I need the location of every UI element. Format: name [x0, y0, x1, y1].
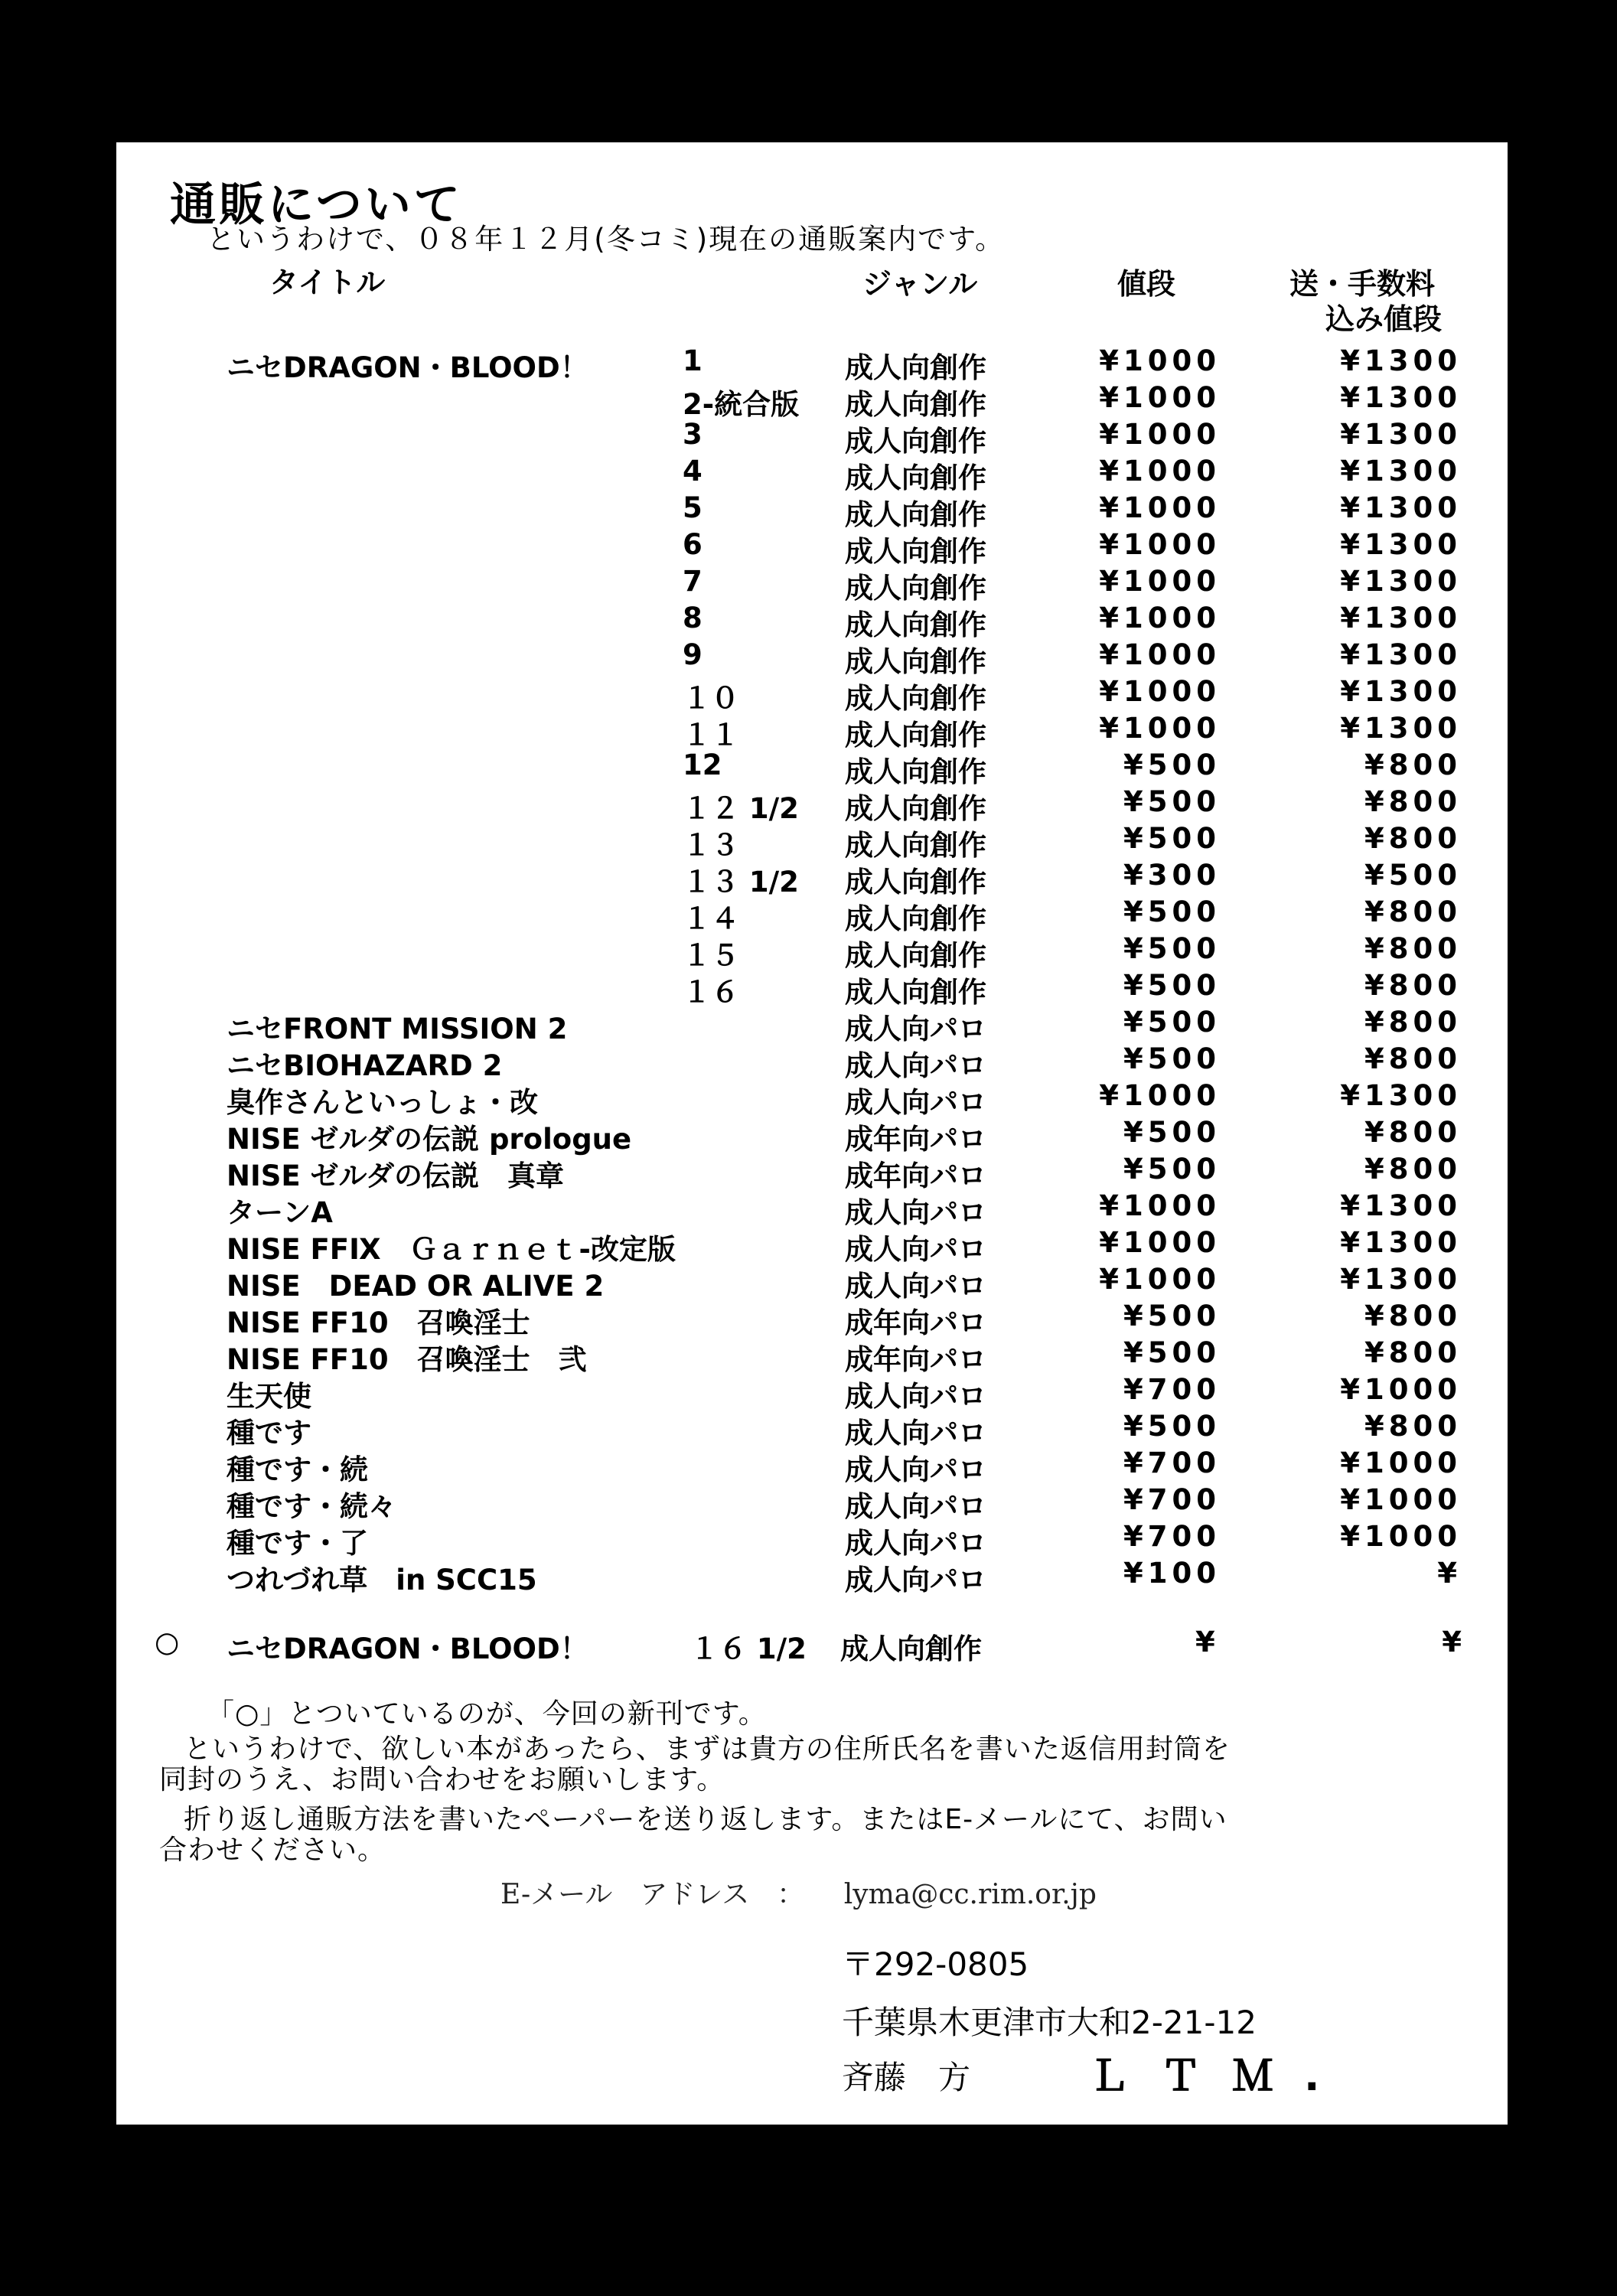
table-row: [116, 1263, 1508, 1303]
row-price: ¥100: [1123, 1557, 1221, 1590]
new-price: ¥: [1195, 1626, 1215, 1658]
order-sheet: [116, 142, 1508, 2125]
table-row: [116, 675, 1508, 715]
row-shipping-price: ¥1300: [1340, 455, 1462, 488]
row-shipping-price: ¥1000: [1340, 1520, 1462, 1553]
row-price: ¥500: [1123, 1336, 1221, 1369]
row-volume: 8: [683, 602, 703, 634]
row-shipping-price: ¥800: [1364, 748, 1462, 781]
row-genre: 成人向創作: [845, 645, 986, 678]
row-price: ¥1000: [1099, 602, 1221, 634]
row-genre: 成人向創作: [845, 902, 986, 935]
new-shipping-price: ¥: [1442, 1626, 1462, 1658]
row-volume: １０: [683, 682, 739, 715]
row-shipping-price: ¥1300: [1340, 491, 1462, 524]
row-price: ¥1000: [1099, 381, 1221, 414]
row-volume: １６: [683, 976, 739, 1009]
row-title: NISE ゼルダの伝説 prologue: [227, 1123, 632, 1156]
row-title: ニセFRONT MISSION 2: [227, 1013, 568, 1045]
row-title: ニセBIOHAZARD 2: [227, 1049, 503, 1082]
row-price: ¥700: [1123, 1520, 1221, 1553]
row-volume: 5: [683, 491, 703, 524]
row-shipping-price: ¥1300: [1340, 528, 1462, 561]
row-title: つれづれ草 in SCC15: [227, 1564, 537, 1596]
row-genre: 成人向パロ: [845, 1086, 986, 1119]
new-volume: １６ 1/2: [690, 1632, 807, 1665]
row-price: ¥1000: [1099, 455, 1221, 488]
row-title: 種です: [227, 1417, 311, 1450]
row-price: ¥1000: [1099, 1189, 1221, 1222]
row-price: ¥1000: [1099, 1226, 1221, 1259]
row-shipping-price: ¥1300: [1340, 344, 1462, 377]
row-volume: 7: [683, 565, 703, 598]
header-title: タイトル: [269, 266, 386, 299]
row-price: ¥1000: [1099, 565, 1221, 598]
row-volume: １３: [683, 829, 739, 862]
row-shipping-price: ¥1300: [1340, 602, 1462, 634]
row-title: ターンA: [227, 1196, 333, 1229]
row-title: 種です・了: [227, 1527, 368, 1560]
row-genre: 成年向パロ: [845, 1306, 986, 1339]
row-shipping-price: ¥800: [1364, 1153, 1462, 1186]
row-volume: 3: [683, 418, 703, 451]
row-price: ¥700: [1123, 1373, 1221, 1406]
row-shipping-price: ¥1000: [1340, 1483, 1462, 1516]
row-shipping-price: ¥1300: [1340, 565, 1462, 598]
row-price: ¥500: [1123, 1153, 1221, 1186]
row-shipping-price: ¥1300: [1340, 418, 1462, 451]
row-volume: 6: [683, 528, 703, 561]
new-mark-icon: ○: [155, 1626, 180, 1658]
row-price: ¥500: [1123, 1116, 1221, 1149]
row-genre: 成人向創作: [845, 976, 986, 1009]
row-genre: 成人向パロ: [845, 1527, 986, 1560]
row-volume: 9: [683, 638, 703, 671]
table-row: [116, 418, 1508, 458]
row-genre: 成人向パロ: [845, 1196, 986, 1229]
table-row: [116, 895, 1508, 935]
header-shipping-sub: 込み値段: [1325, 302, 1443, 336]
row-price: ¥1000: [1099, 1079, 1221, 1112]
row-genre: 成人向パロ: [845, 1380, 986, 1413]
postal-address: 千葉県木更津市大和2-21-12: [842, 2004, 1257, 2041]
table-row: [116, 1006, 1508, 1045]
row-price: ¥500: [1123, 895, 1221, 928]
table-row: [116, 1410, 1508, 1450]
email-line: [500, 1881, 1097, 1909]
row-genre: 成人向創作: [845, 792, 986, 825]
row-volume: １５: [683, 939, 739, 972]
row-genre: 成人向創作: [845, 829, 986, 862]
note-line: というわけで、欲しい本があったら、まずは貴方の住所氏名を書いた返信用封筒を: [184, 1733, 1231, 1765]
row-genre: 成年向パロ: [845, 1123, 986, 1156]
row-title: NISE DEAD OR ALIVE 2: [227, 1270, 605, 1303]
row-genre: 成人向パロ: [845, 1417, 986, 1450]
row-shipping-price: ¥1300: [1340, 1226, 1462, 1259]
table-row: [116, 638, 1508, 678]
row-shipping-price: ¥800: [1364, 1336, 1462, 1369]
table-row: [116, 859, 1508, 899]
row-genre: 成人向創作: [845, 939, 986, 972]
row-genre: 成人向創作: [845, 755, 986, 788]
table-row: [116, 1189, 1508, 1229]
table-row: [116, 1483, 1508, 1523]
new-title: ニセDRAGON・BLOOD！: [227, 1632, 588, 1665]
row-title: NISE FFⅨ Ｇａｒｎｅｔ-改定版: [227, 1233, 676, 1266]
table-row: [116, 712, 1508, 752]
row-genre: 成人向創作: [845, 498, 986, 531]
row-genre: 成人向創作: [845, 351, 986, 384]
row-shipping-price: ¥: [1437, 1557, 1462, 1590]
row-volume: 4: [683, 455, 703, 488]
table-row: [116, 1042, 1508, 1082]
row-shipping-price: ¥800: [1364, 1116, 1462, 1149]
row-title: 種です・続: [227, 1453, 368, 1486]
row-genre: 成人向パロ: [845, 1013, 986, 1045]
row-title: 生天使: [227, 1380, 311, 1413]
row-price: ¥700: [1123, 1483, 1221, 1516]
row-shipping-price: ¥800: [1364, 1006, 1462, 1039]
row-price: ¥500: [1123, 785, 1221, 818]
row-shipping-price: ¥800: [1364, 895, 1462, 928]
row-volume: 1: [683, 344, 703, 377]
row-genre: 成人向パロ: [845, 1233, 986, 1266]
table-row: [116, 565, 1508, 605]
table-row: [116, 932, 1508, 972]
row-shipping-price: ¥800: [1364, 1410, 1462, 1443]
row-price: ¥500: [1123, 932, 1221, 965]
row-price: ¥500: [1123, 969, 1221, 1002]
table-row: [116, 602, 1508, 641]
row-genre: 成人向創作: [845, 719, 986, 752]
row-shipping-price: ¥1000: [1340, 1446, 1462, 1479]
row-genre: 成人向創作: [845, 425, 986, 458]
row-price: ¥1000: [1099, 638, 1221, 671]
row-shipping-price: ¥1300: [1340, 381, 1462, 414]
row-volume: １１: [683, 719, 739, 752]
row-shipping-price: ¥500: [1364, 859, 1462, 892]
note-line: 合わせください。: [159, 1835, 386, 1866]
table-row: [116, 1153, 1508, 1192]
table-row: [116, 1226, 1508, 1266]
row-volume: 2-統合版: [683, 388, 800, 421]
page-title: 通販について: [170, 178, 463, 232]
table-row: [116, 1520, 1508, 1560]
table-row: [116, 785, 1508, 825]
new-genre: 成人向創作: [840, 1632, 982, 1665]
row-price: ¥500: [1123, 1042, 1221, 1075]
header-genre: ジャンル: [862, 267, 978, 301]
table-row: [116, 969, 1508, 1009]
row-price: ¥1000: [1099, 675, 1221, 708]
row-genre: 成人向創作: [845, 461, 986, 494]
row-shipping-price: ¥1300: [1340, 675, 1462, 708]
row-price: ¥700: [1123, 1446, 1221, 1479]
row-shipping-price: ¥1300: [1340, 1263, 1462, 1296]
table-row: [116, 822, 1508, 862]
row-volume: １４: [683, 902, 739, 935]
row-shipping-price: ¥1300: [1340, 1189, 1462, 1222]
table-row: [116, 381, 1508, 421]
row-title: 臭作さんといっしょ・改: [227, 1086, 538, 1119]
row-volume: １２ 1/2: [683, 792, 799, 825]
row-genre: 成年向パロ: [845, 1159, 986, 1192]
row-shipping-price: ¥1300: [1340, 638, 1462, 671]
table-row: [116, 528, 1508, 568]
row-volume: 12: [683, 748, 722, 781]
row-genre: 成人向創作: [845, 682, 986, 715]
row-title: NISE FF10 召喚淫士 弐: [227, 1343, 587, 1376]
row-genre: 成人向パロ: [845, 1564, 986, 1596]
intro-text: というわけで、０８年１２月(冬コミ)現在の通販案内です。: [207, 223, 1006, 256]
header-price: 値段: [1117, 267, 1176, 301]
row-genre: 成年向パロ: [845, 1343, 986, 1376]
row-genre: 成人向創作: [845, 535, 986, 568]
note-line: 「○」とついているのが、今回の新刊です。: [207, 1698, 767, 1730]
circle-name: ＬＴＭ.: [1088, 2052, 1351, 2100]
table-row: [116, 1116, 1508, 1156]
row-shipping-price: ¥800: [1364, 785, 1462, 818]
table-row: [116, 1373, 1508, 1413]
table-row: [116, 748, 1508, 788]
row-price: ¥1000: [1099, 528, 1221, 561]
row-shipping-price: ¥800: [1364, 822, 1462, 855]
email-label: E-メール アドレス ：: [500, 1879, 805, 1910]
note-line: 同封のうえ、お問い合わせをお願いします。: [159, 1764, 725, 1795]
table-row: [116, 1557, 1508, 1596]
row-price: ¥500: [1123, 1300, 1221, 1332]
row-price: ¥500: [1123, 748, 1221, 781]
row-price: ¥500: [1123, 1410, 1221, 1443]
row-price: ¥1000: [1099, 491, 1221, 524]
row-genre: 成人向創作: [845, 388, 986, 421]
row-shipping-price: ¥1300: [1340, 1079, 1462, 1112]
postal-code: 〒292-0805: [842, 1945, 1029, 1983]
row-genre: 成人向パロ: [845, 1490, 986, 1523]
row-title: 種です・続々: [227, 1490, 396, 1523]
row-price: ¥1000: [1099, 712, 1221, 745]
row-price: ¥500: [1123, 1006, 1221, 1039]
table-row: [116, 1336, 1508, 1376]
row-title: ニセDRAGON・BLOOD！: [227, 351, 588, 384]
table-row: [116, 491, 1508, 531]
row-genre: 成人向パロ: [845, 1453, 986, 1486]
row-shipping-price: ¥800: [1364, 969, 1462, 1002]
header-shipping: 送・手数料: [1289, 267, 1436, 301]
row-price: ¥1000: [1099, 418, 1221, 451]
email-address: lyma@cc.rim.or.jp: [843, 1879, 1097, 1910]
table-row: [116, 344, 1508, 384]
note-line: 折り返し通販方法を書いたペーパーを送り返します。またはE-メールにて、お問い: [184, 1804, 1227, 1835]
row-price: ¥500: [1123, 822, 1221, 855]
row-title: NISE FF10 召喚淫士: [227, 1306, 530, 1339]
row-genre: 成人向パロ: [845, 1270, 986, 1303]
row-price: ¥300: [1123, 859, 1221, 892]
row-title: NISE ゼルダの伝説 真章: [227, 1159, 565, 1192]
row-genre: 成人向パロ: [845, 1049, 986, 1082]
recipient-name: 斉藤 方: [842, 2059, 971, 2096]
row-shipping-price: ¥1000: [1340, 1373, 1462, 1406]
row-genre: 成人向創作: [845, 608, 986, 641]
row-shipping-price: ¥800: [1364, 1300, 1462, 1332]
table-row: [116, 1079, 1508, 1119]
row-shipping-price: ¥800: [1364, 932, 1462, 965]
row-price: ¥1000: [1099, 344, 1221, 377]
row-shipping-price: ¥1300: [1340, 712, 1462, 745]
table-row: [116, 1446, 1508, 1486]
row-shipping-price: ¥800: [1364, 1042, 1462, 1075]
row-price: ¥1000: [1099, 1263, 1221, 1296]
row-genre: 成人向創作: [845, 866, 986, 899]
new-release-row: [116, 1626, 1508, 1664]
table-row: [116, 455, 1508, 494]
table-row: [116, 1300, 1508, 1339]
row-volume: １３ 1/2: [683, 866, 799, 899]
row-genre: 成人向創作: [845, 572, 986, 605]
